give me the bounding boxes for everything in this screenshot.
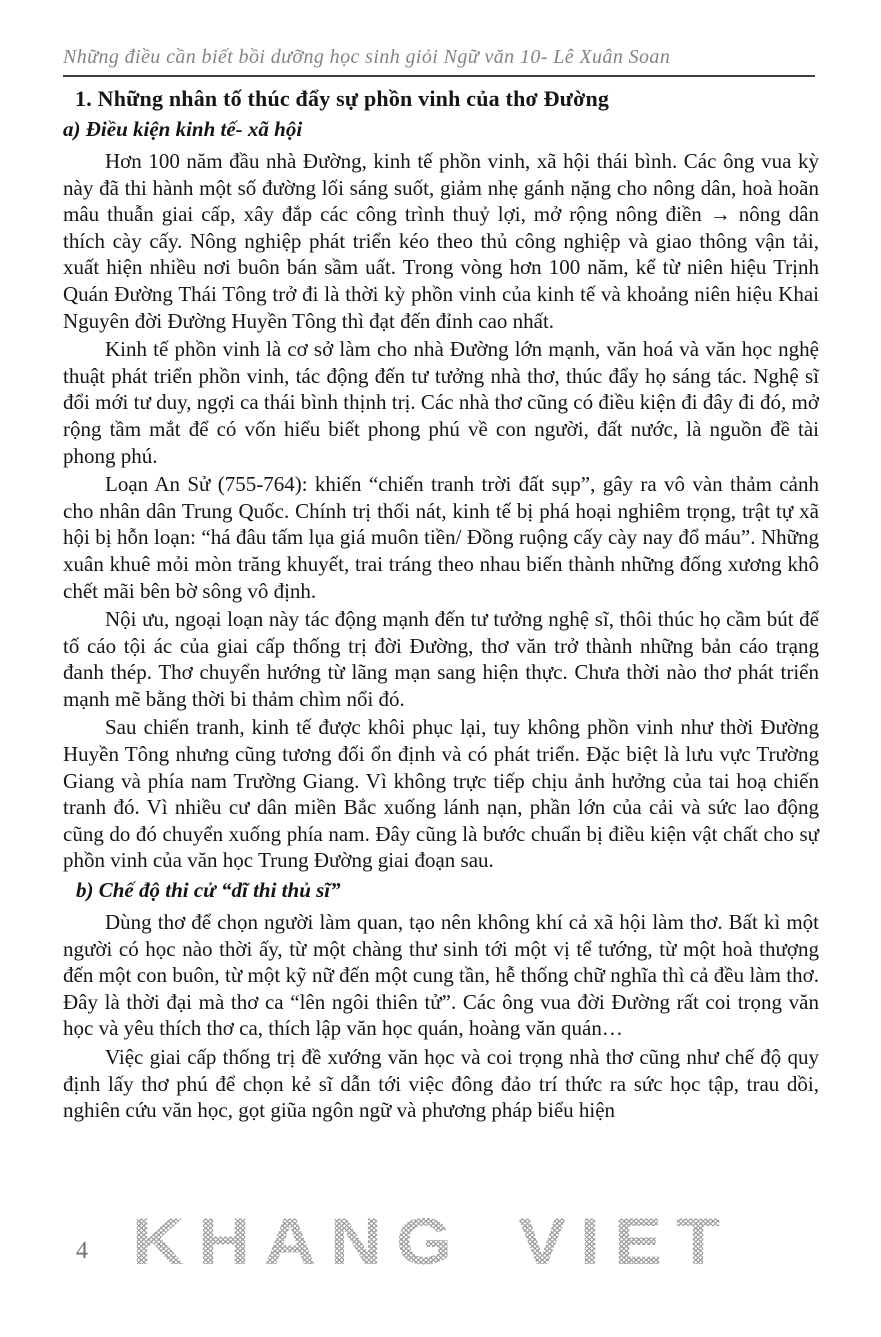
paragraph-economy-2: Kinh tế phồn vinh là cơ sở làm cho nhà Đường lớn mạnh, văn hoá và văn học nghệ thuật phát triển phồn vinh, tác động đến tư tưởng nhà thơ, thúc đẩy họ sáng tác. Nghệ sĩ đổi mới tư duy, ngợi ca thái bình thịnh trị. Các nhà thơ cũng có điều kiện đi đây đi đó, mở rộng tầm mắt để có vốn hiểu biết phong phú về con người, đất nước, là nguồn đề tài phong phú. bbox=[63, 337, 819, 468]
publisher-watermark: KHANG VIET bbox=[132, 1204, 735, 1279]
section-heading: 1. Những nhân tố thúc đẩy sự phồn vinh của thơ Đường bbox=[75, 86, 610, 111]
subsection-b-heading: b) Chế độ thi cử “dĩ thi thủ sĩ” bbox=[76, 878, 341, 903]
subsection-a-heading: a) Điều kiện kinh tế- xã hội bbox=[63, 117, 303, 141]
paragraph-economy-1: Hơn 100 năm đầu nhà Đường, kinh tế phồn vinh, xã hội thái bình. Các ông vua kỳ này đã thi hành một số đường lối sáng suốt, giảm nhẹ gánh nặng cho nông dân, hoà hoãn mâu thuẫn giai cấp, xây đắp các công trình thuỷ lợi, mở rộng nông điền → nông dân thích cày cấy. Nông nghiệp phát triển kéo theo thủ công nghiệp và giao thông vận tải, xuất hiện nhiều nơi buôn bán sầm uất. Trong vòng hơn 100 năm, kể từ niên hiệu Trịnh Quán Đường Thái Tông trở đi là thời kỳ phồn vinh của kinh tế và khoảng niên hiệu Khai Nguyên đời Đường Huyền Tông thì đạt đến đỉnh cao nhất. bbox=[63, 149, 819, 333]
running-header-title: Những điều cần biết bồi dưỡng học sinh giỏi Ngữ văn 10- Lê Xuân Soan bbox=[63, 46, 671, 68]
page-number: 4 bbox=[76, 1238, 88, 1264]
page-body bbox=[63, 86, 819, 1126]
paragraph-exam-system-1: Dùng thơ để chọn người làm quan, tạo nên không khí cả xã hội làm thơ. Bất kì một người có học nào thời ấy, từ một chàng thư sinh tới một vị tể tướng, từ một hoà thượng đến một con buôn, từ một kỹ nữ đến một cung tần, hễ thống chữ nghĩa thì cả đều làm thơ. Đây là thời đại mà thơ ca “lên ngôi thiên tử”. Các ông vua đời Đường rất coi trọng văn học và yêu thích thơ ca, thích lập văn học quán, hoàng văn quán… bbox=[63, 910, 819, 1041]
paragraph-postwar-recovery: Sau chiến tranh, kinh tế được khôi phục lại, tuy không phồn vinh như thời Đường Huyền Tông nhưng cũng tương đối ổn định và có phát triển. Đặc biệt là lưu vực Trường Giang và phía nam Trường Giang. Vì không trực tiếp chịu ảnh hưởng của tai hoạ chiến tranh đó. Vì nhiều cư dân miền Bắc xuống lánh nạn, phần lớn của cải và sức lao động cũng do đó chuyển xuống phía nam. Đây cũng là bước chuẩn bị điều kiện vật chất cho sự phồn vinh của văn học Trung Đường giai đoạn sau. bbox=[63, 715, 819, 873]
paragraph-exam-system-2: Việc giai cấp thống trị đề xướng văn học và coi trọng nhà thơ cũng như chế độ quy định lấy thơ phú để chọn kẻ sĩ dẫn tới việc đông đảo trí thức ra sức học tập, trau dồi, nghiên cứu văn học, gọt giũa ngôn ngữ và phương pháp biểu hiện bbox=[63, 1045, 819, 1123]
running-header bbox=[63, 46, 815, 77]
paragraph-an-shi-rebellion: Loạn An Sử (755-764): khiến “chiến tranh trời đất sụp”, gây ra vô vàn thảm cảnh cho nhân dân Trung Quốc. Chính trị thối nát, kinh tế bị phá hoại nghiêm trọng, trật tự xã hội bị hỗn loạn: “há đâu tấm lụa giá muôn tiền/ Đồng ruộng cấy cày nay đổ máu”. Những xuân khuê mỏi mòn trăng khuyết, trai tráng theo nhau biến thành những đống xương khô chết mãi bên bờ sông vô định. bbox=[63, 472, 819, 603]
paragraph-inner-outer-turmoil: Nội ưu, ngoại loạn này tác động mạnh đến tư tưởng nghệ sĩ, thôi thúc họ cầm bút để tố cáo tội ác của giai cấp thống trị đời Đường, thơ văn trở thành những bản cáo trạng đanh thép. Thơ chuyển hướng từ lãng mạn sang hiện thực. Chưa thời nào thơ phát triển mạnh mẽ bằng thời bi thảm chìm nổi đó. bbox=[63, 607, 819, 711]
